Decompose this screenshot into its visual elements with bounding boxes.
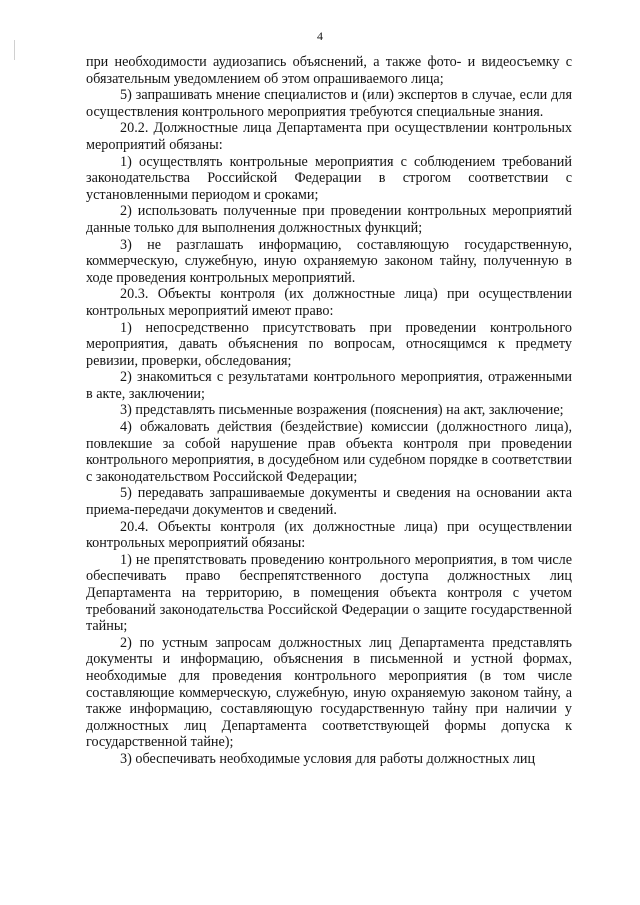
- paragraph: 20.3. Объекты контроля (их должностные лица) при осуществлении контрольных мероприятий имеют право:: [86, 286, 572, 319]
- paragraph: 2) использовать полученные при проведении контрольных мероприятий данные только для выполнения должностных функций;: [86, 203, 572, 236]
- paragraph: 2) по устным запросам должностных лиц Департамента представлять документы и информацию, объяснения в письменной и устной формах, необходимые для проведения контрольного мероприятия (в том числе составляющие коммерческую, служебную, иную охраняемую законом тайну, а также информацию, составляющую государственную тайну при наличии у должностных лиц Департамента соответствующей формы допуска к государственной тайне);: [86, 634, 572, 751]
- paragraph: 3) обеспечивать необходимые условия для работы должностных лиц: [120, 750, 536, 767]
- paragraph: 4) обжаловать действия (бездействие) комиссии (должностного лица), повлекшие за собой нарушение прав объекта контроля при проведении контрольного мероприятия, в досудебном или судебном порядке в соответствии с законодательством Российской Федерации;: [86, 419, 572, 485]
- paragraph: 5) передавать запрашиваемые документы и сведения на основании акта приема-передачи документов и сведений.: [86, 485, 572, 519]
- paragraph: 1) не препятствовать проведению контрольного мероприятия, в том числе обеспечивать право беспрепятственного доступа должностных лиц Департамента на территорию, в помещения объекта контроля с учетом требований законодательства Российской Федерации о защите государственной тайны;: [86, 551, 572, 635]
- paragraph: 3) представлять письменные возражения (пояснения) на акт, заключение;: [120, 402, 564, 419]
- paragraph: 2) знакомиться с результатами контрольного мероприятия, отраженными в акте, заключении;: [86, 369, 572, 402]
- page-number: 4: [317, 29, 323, 43]
- paragraph: 5) запрашивать мнение специалистов и (или) экспертов в случае, если для осуществления контрольного мероприятия требуются специальные знания.: [86, 87, 572, 120]
- paragraph: 20.2. Должностные лица Департамента при осуществлении контрольных мероприятий обязаны:: [86, 120, 572, 153]
- document-body: [86, 54, 572, 768]
- paragraph: 3) не разглашать информацию, составляющую государственную, коммерческую, служебную, иную охраняемую законом тайну, полученную в ходе проведения контрольных мероприятий.: [86, 236, 572, 286]
- paragraph: 1) осуществлять контрольные мероприятия с соблюдением требований законодательства Российской Федерации в строгом соответствии с установленными периодом и сроками;: [86, 153, 572, 203]
- paragraph: 1) непосредственно присутствовать при проведении контрольного мероприятия, давать объяснения по вопросам, относящимся к предмету ревизии, проверки, обследования;: [86, 319, 572, 369]
- paragraph: 20.4. Объекты контроля (их должностные лица) при осуществлении контрольных мероприятий обязаны:: [86, 518, 572, 552]
- paragraph: при необходимости аудиозапись объяснений, а также фото- и видеосъемку с обязательным уведомлением об этом опрашиваемого лица;: [86, 54, 572, 87]
